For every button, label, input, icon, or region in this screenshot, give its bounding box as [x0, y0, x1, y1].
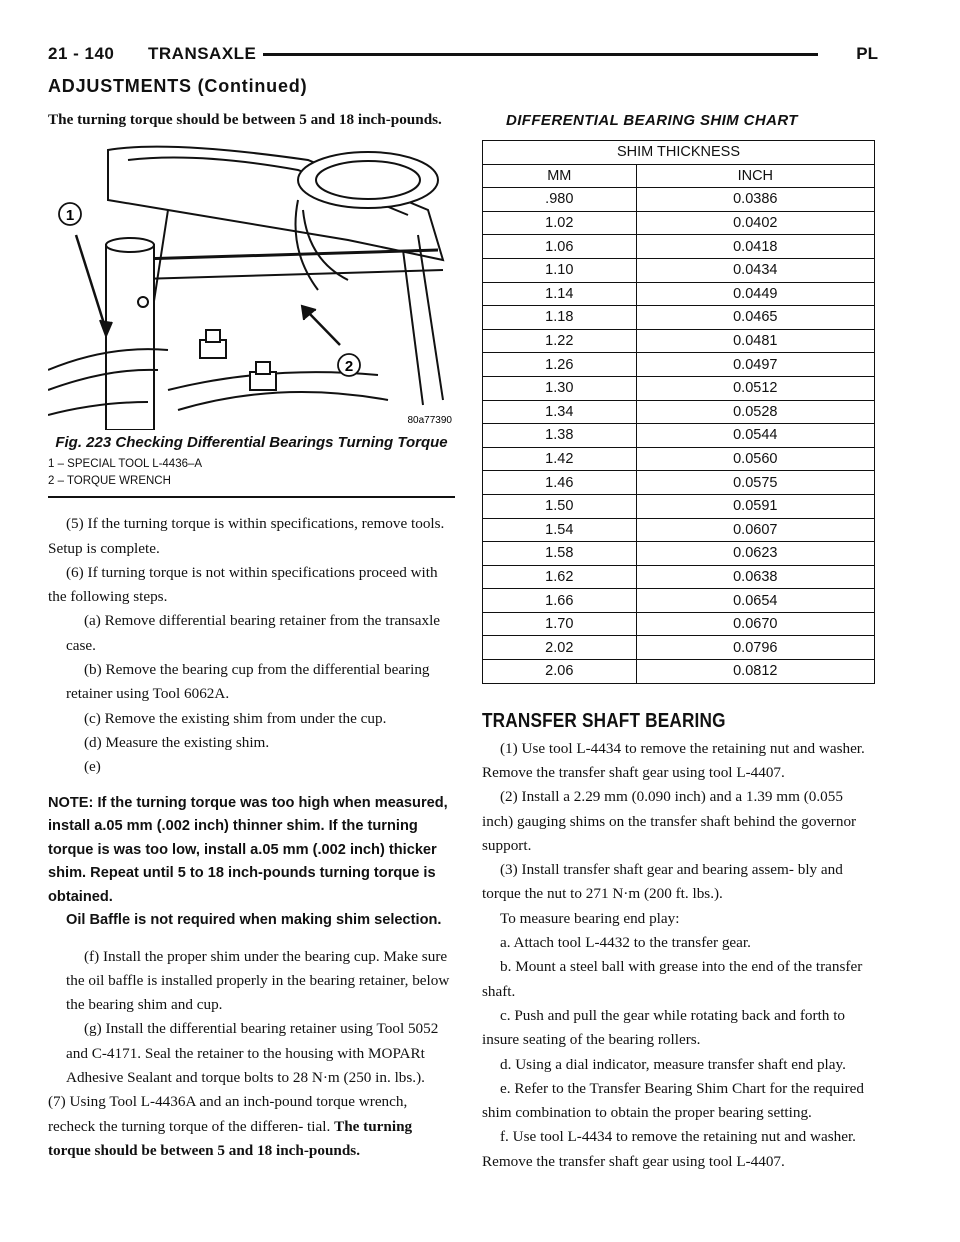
table-row [483, 282, 875, 306]
step-6b: (b) Remove the bearing cup from the differential bearing retainer using Tool 6062A. [66, 661, 430, 703]
cell-inch: 0.0465 [636, 306, 874, 330]
section-subheading: ADJUSTMENTS (Continued) [48, 76, 308, 96]
callout-2: 2 [344, 358, 354, 376]
step-6a: (a) Remove differential bearing retainer from the transaxle case. [66, 612, 441, 654]
cell-inch: 0.0497 [636, 353, 874, 377]
table-row [483, 235, 875, 259]
legend-item-2: 2 – TORQUE WRENCH [48, 475, 171, 488]
cell-mm: 1.70 [483, 612, 637, 636]
procedure-step: (3) Install transfer shaft gear and bearing assem- bly and torque the nut to 271 N·m (200 ft. lbs.). [482, 861, 843, 903]
cell-mm: 1.62 [483, 565, 637, 589]
table-row [483, 329, 875, 353]
cell-mm: 1.06 [483, 235, 637, 259]
cell-inch: 0.0796 [636, 636, 874, 660]
cell-mm: 1.18 [483, 306, 637, 330]
shim-chart-table [482, 140, 875, 684]
table-row [483, 424, 875, 448]
cell-mm: 1.02 [483, 211, 637, 235]
header-rule [263, 53, 818, 56]
step-7-text: (7) Using Tool L-4436A and an inch-pound torque wrench, recheck the turning torque of the differen- tial. [48, 1093, 408, 1135]
right-column [482, 108, 875, 1174]
cell-inch: 0.0591 [636, 494, 874, 518]
table-row [483, 589, 875, 613]
step-6g: (g) Install the differential bearing retainer using Tool 5052 and C-4171. Seal the retainer to the housing with MOPARt Adhesive Sealant and torque bolts to 28 N·m (250 in. lbs.). [66, 1020, 439, 1087]
cell-inch: 0.0812 [636, 660, 874, 684]
intro-text: The turning torque should be between 5 and 18 inch-pounds. [48, 111, 442, 128]
procedure-step: To measure bearing end play: [500, 909, 680, 927]
step-5: (5) If the turning torque is within specifications, remove tools. Setup is complete. [48, 515, 445, 557]
table-row [483, 494, 875, 518]
table-row [483, 258, 875, 282]
cell-inch: 0.0434 [636, 258, 874, 282]
model-code: PL [856, 44, 878, 63]
cell-mm: 1.10 [483, 258, 637, 282]
cell-mm: 1.22 [483, 329, 637, 353]
step-6f: (f) Install the proper shim under the bearing cup. Make sure the oil baffle is installed properly in the bearing retainer, below the bearing shim and cup. [66, 947, 450, 1014]
column-header-mm: MM [483, 164, 637, 188]
table-row [483, 211, 875, 235]
table-row [483, 353, 875, 377]
cell-mm: 1.38 [483, 424, 637, 448]
transfer-shaft-heading: TRANSFER SHAFT BEARING [482, 709, 726, 732]
note-text: NOTE: If the turning torque was too high when measured, install a.05 mm (.002 inch) thinner shim. If the turning torque is was too low, install a.05 mm (.002 inch) thicker shim. Repeat until 5 to 18 inch-pounds turning torque is obtained. [48, 794, 448, 905]
cell-mm: 2.02 [483, 636, 637, 660]
cell-mm: 1.58 [483, 542, 637, 566]
cell-mm: 1.66 [483, 589, 637, 613]
table-row [483, 306, 875, 330]
shim-chart-title: DIFFERENTIAL BEARING SHIM CHART [506, 112, 798, 129]
cell-mm: 1.50 [483, 494, 637, 518]
cell-inch: 0.0638 [636, 565, 874, 589]
table-group-header: SHIM THICKNESS [483, 141, 875, 165]
procedure-step: a. Attach tool L-4432 to the transfer gear. [500, 934, 751, 952]
cell-inch: 0.0670 [636, 612, 874, 636]
table-row [483, 565, 875, 589]
table-row [483, 636, 875, 660]
cell-mm: 1.14 [483, 282, 637, 306]
table-row [483, 447, 875, 471]
step-6: (6) If turning torque is not within specifications proceed with the following steps. [48, 563, 438, 606]
table-row [483, 188, 875, 212]
cell-inch: 0.0607 [636, 518, 874, 542]
step-6e: (e) [84, 758, 101, 776]
figure-223 [48, 140, 455, 430]
figure-caption: Fig. 223 Checking Differential Bearings Turning Torque [55, 434, 448, 452]
cell-inch: 0.0623 [636, 542, 874, 566]
procedure-step: d. Using a dial indicator, measure transfer shaft end play. [500, 1055, 846, 1073]
callout-1: 1 [65, 207, 75, 225]
cell-inch: 0.0418 [636, 235, 874, 259]
column-header-inch: INCH [636, 164, 874, 188]
page-number: 21 - 140 [48, 44, 115, 63]
cell-inch: 0.0449 [636, 282, 874, 306]
cell-mm: 1.42 [483, 447, 637, 471]
cell-inch: 0.0528 [636, 400, 874, 424]
left-column [48, 108, 455, 1163]
cell-inch: 0.0544 [636, 424, 874, 448]
cell-mm: 2.06 [483, 660, 637, 684]
procedure-step: (1) Use tool L-4434 to remove the retaining nut and washer. Remove the transfer shaft gear using tool L-4407. [482, 739, 865, 781]
section-title: TRANSAXLE [148, 44, 257, 63]
legend-item-1: 1 – SPECIAL TOOL L-4436–A [48, 458, 203, 471]
cell-inch: 0.0654 [636, 589, 874, 613]
figure-legend [48, 456, 455, 490]
cell-mm: 1.54 [483, 518, 637, 542]
table-row [483, 542, 875, 566]
table-row [483, 400, 875, 424]
table-row [483, 612, 875, 636]
table-row [483, 471, 875, 495]
transfer-shaft-procedure [482, 737, 875, 1174]
torque-tool-illustration [48, 140, 455, 430]
figure-id: 80a77390 [407, 415, 452, 427]
cell-mm: 1.30 [483, 376, 637, 400]
table-row [483, 518, 875, 542]
cell-inch: 0.0560 [636, 447, 874, 471]
table-row [483, 376, 875, 400]
cell-inch: 0.0481 [636, 329, 874, 353]
procedure-step: f. Use tool L-4434 to remove the retaining nut and washer. Remove the transfer shaft gear using tool L-4407. [482, 1128, 856, 1170]
cell-inch: 0.0402 [636, 211, 874, 235]
cell-mm: 1.46 [483, 471, 637, 495]
procedure-step: e. Refer to the Transfer Bearing Shim Chart for the required shim combination to obtain the proper bearing setting. [482, 1079, 864, 1122]
procedure-step: b. Mount a steel ball with grease into the end of the transfer shaft. [482, 958, 863, 1000]
step-6d: (d) Measure the existing shim. [84, 733, 270, 751]
procedure-step: c. Push and pull the gear while rotating back and forth to insure seating of the bearing rollers. [482, 1006, 846, 1049]
cell-inch: 0.0512 [636, 376, 874, 400]
oil-baffle-note: Oil Baffle is not required when making shim selection. [66, 912, 442, 929]
cell-mm: 1.34 [483, 400, 637, 424]
page-header [48, 44, 878, 74]
cell-inch: 0.0575 [636, 471, 874, 495]
step-6c: (c) Remove the existing shim from under the cup. [84, 709, 387, 727]
table-row [483, 660, 875, 684]
step-7 [48, 1090, 455, 1163]
cell-mm: .980 [483, 188, 637, 212]
cell-mm: 1.26 [483, 353, 637, 377]
cell-inch: 0.0386 [636, 188, 874, 212]
step-7-emphasis: The turning torque should be between 5 and 18 inch-pounds. [48, 1117, 413, 1159]
procedure-step: (2) Install a 2.29 mm (0.090 inch) and a 1.39 mm (0.055 inch) gauging shims on the transfer shaft behind the governor support. [482, 788, 857, 854]
figure-divider [48, 496, 455, 498]
